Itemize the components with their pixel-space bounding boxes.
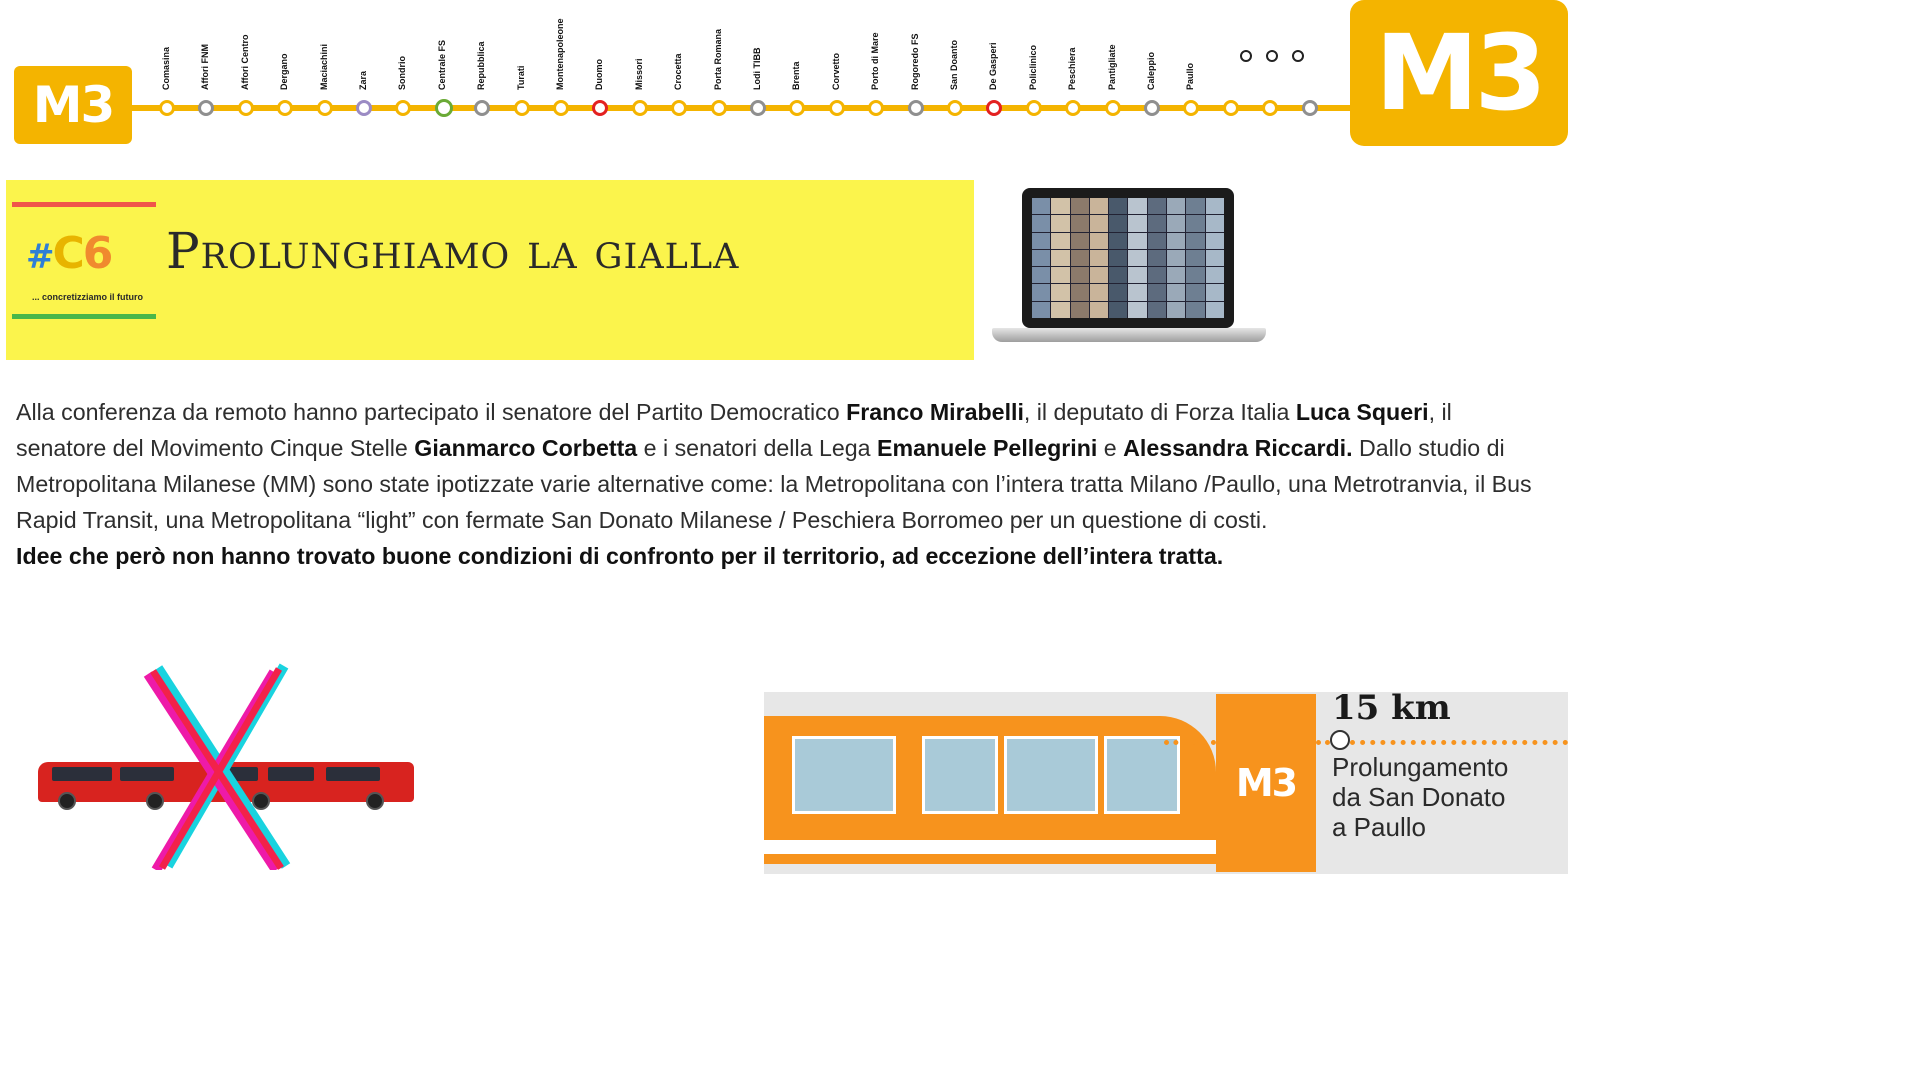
participant-tile [1206,198,1224,214]
participant-tile [1128,215,1146,231]
participant-tile [1186,284,1204,300]
participant-tile [1167,233,1185,249]
ellipsis-dot-icon [1292,50,1304,62]
senator-name: Emanuele Pellegrini [876,435,1098,461]
station-stop-icon [947,100,963,116]
caption-line: a Paullo [1332,812,1426,842]
article-segment: e [1097,435,1124,461]
station-stop-icon [1065,100,1081,116]
c6-logo [26,228,112,279]
station-label: Rogoredo FS [910,33,920,90]
participant-tile [1167,215,1185,231]
participant-tile [1206,250,1224,266]
participant-tile [1148,198,1166,214]
participant-tile [1051,215,1069,231]
station-label: Sondrio [397,56,407,90]
article-segment: e i senatori della Lega [637,435,877,461]
laptop-lid [1022,188,1234,328]
caption-line: da San Donato [1332,782,1506,812]
station-label: Pantigliate [1107,44,1117,90]
brand-top-bar [12,202,156,207]
participant-tile [1186,302,1204,318]
station-stop-icon [395,100,411,116]
station-label: Lodi TIBB [752,47,762,90]
participant-tile [1071,284,1089,300]
participant-tile [1032,215,1050,231]
tram-window [792,736,896,814]
participant-tile [1148,302,1166,318]
participant-tile [1206,284,1224,300]
distance-label: 15 km [1332,692,1451,728]
participant-tile [1071,198,1089,214]
dotted-route-line [1316,740,1330,745]
station-stop-icon [750,100,766,116]
participant-tile [1206,302,1224,318]
participant-tile [1148,233,1166,249]
participant-tile [1186,267,1204,283]
station-stop-icon [1262,100,1278,116]
logo-six: 6 [82,228,112,279]
article-segment: , il deputato di Forza Italia [1023,399,1296,425]
participant-tile [1071,267,1089,283]
senator-name: Franco Mirabelli [846,399,1024,425]
conclusion-statement: Idee che però non hanno trovato buone condizioni di confronto per il territorio, ad eccezione dell’intera tratta. [16,543,1224,569]
wheel-icon [58,792,76,810]
station-label: Brenta [791,61,801,90]
deputy-name: Luca Squeri [1295,399,1429,425]
participant-tile [1090,215,1108,231]
station-label: Affori FNM [200,44,210,90]
participant-tile [1090,250,1108,266]
station-stop-icon [1105,100,1121,116]
participant-tile [1051,250,1069,266]
line-track [132,105,1352,111]
station-label: Porto di Mare [870,32,880,90]
dotted-route-line [1350,740,1568,745]
banner-title: Prolunghiamo la gialla [166,222,740,280]
station-stop-icon [238,100,254,116]
participant-tile [1109,198,1127,214]
station-label: Missori [634,58,644,90]
station-stop-icon [1026,100,1042,116]
participant-tile [1071,250,1089,266]
participant-tile [1128,284,1146,300]
participant-tile [1148,250,1166,266]
station-stop-icon [277,100,293,116]
participant-tile [1206,267,1224,283]
senator-name: Alessandra Riccardi. [1123,435,1353,461]
participant-tile [1071,215,1089,231]
station-label: San Doanto [949,39,959,90]
station-label: Turati [516,65,526,90]
participant-tile [1051,302,1069,318]
station-stop-icon [829,100,845,116]
station-stop-icon [592,100,608,116]
participant-tile [1167,267,1185,283]
participant-tile [1186,198,1204,214]
c6-brand [12,202,156,322]
participant-tile [1051,284,1069,300]
participant-tile [1090,267,1108,283]
title-banner [6,180,974,360]
station-label: Peschiera [1067,47,1077,90]
bus-crossed-out-icon [24,660,424,860]
station-label: Policlinico [1028,44,1038,90]
participant-tile [1109,250,1127,266]
station-stop-icon [514,100,530,116]
article-text [16,394,1536,574]
station-label: Affori Centro [240,34,250,90]
station-label: Duomo [594,59,604,90]
m3-badge-right: M3 [1350,0,1568,146]
station-stop-icon [159,100,175,116]
station-stop-icon [632,100,648,116]
bus-window [52,767,112,781]
participant-tile [1128,198,1146,214]
participant-tile [1167,250,1185,266]
participant-tile [1128,250,1146,266]
participant-tile [1109,302,1127,318]
station-label: Maciachini [319,43,329,90]
logo-c: C [52,228,83,279]
tram-icon [764,716,1216,864]
dotted-route-line [1164,740,1216,745]
participant-tile [1186,250,1204,266]
participant-tile [1109,284,1127,300]
participant-tile [1109,267,1127,283]
station-stop-icon [711,100,727,116]
station-stop-icon [474,100,490,116]
tram-window [1104,736,1180,814]
participant-tile [1032,233,1050,249]
participant-tile [1090,302,1108,318]
station-stop-icon [986,100,1002,116]
tram-window [922,736,998,814]
extension-panel [764,692,1568,874]
station-stop-icon [1183,100,1199,116]
cross-icon [134,660,304,870]
tram-window [1004,736,1098,814]
participant-tile [1109,215,1127,231]
wheel-icon [366,792,384,810]
participant-tile [1206,233,1224,249]
participant-tile [1032,302,1050,318]
station-label: Repubblica [476,41,486,90]
participant-tile [1148,267,1166,283]
station-stop-icon [868,100,884,116]
participant-tile [1128,267,1146,283]
station-label: Corvetto [831,52,841,90]
station-stop-icon [553,100,569,116]
extension-caption [1332,752,1562,842]
station-stop-icon [356,100,372,116]
station-label: Caleppio [1146,51,1156,90]
station-label: Montenapoleone [555,18,565,90]
article-segment: , il senatore del Movimento Cinque Stelle [16,399,1452,461]
participant-tile [1032,284,1050,300]
station-stop-icon [671,100,687,116]
tram-stripe [764,840,1216,854]
brand-tagline: ... concretizziamo il futuro [32,292,144,302]
participant-tile [1186,215,1204,231]
participant-tile [1148,284,1166,300]
route-node-icon [1330,730,1350,750]
station-stop-icon [1302,100,1318,116]
participant-tile [1032,267,1050,283]
participant-tile [1206,215,1224,231]
station-stop-icon [1144,100,1160,116]
station-stop-icon [1223,100,1239,116]
m3-line-map [0,0,1568,160]
participant-tile [1051,233,1069,249]
m3-badge-tram: M3 [1216,694,1316,872]
participant-tile [1167,284,1185,300]
bus-window [326,767,380,781]
m3-badge-left: M3 [14,66,132,144]
station-label: Crocetta [673,53,683,90]
article-segment: Alla conferenza da remoto hanno partecipato il senatore del Partito Democratico [16,399,847,425]
participant-tile [1128,302,1146,318]
video-call-grid [1032,198,1224,318]
ellipsis-dot-icon [1266,50,1278,62]
brand-bottom-bar [12,314,156,319]
station-stop-icon [317,100,333,116]
participant-tile [1186,233,1204,249]
participant-tile [1148,215,1166,231]
participant-tile [1090,233,1108,249]
station-label: Dergano [279,53,289,90]
station-label: Zara [358,70,368,90]
participant-tile [1032,250,1050,266]
participant-tile [1109,233,1127,249]
article-segment: Dallo studio di Metropolitana Milanese (MM) sono state ipotizzate varie alternative come: la Metropolitana con l’intera tratta Milano /Paullo, una Metrotranvia, il Bus Rapid Transit, una Metropolitana “light” con fermate San Donato Milanese / Peschiera Borromeo per un questione di costi. [16,435,1532,533]
laptop-base [992,328,1266,342]
participant-tile [1128,233,1146,249]
laptop-video-call-icon [992,188,1266,360]
participant-tile [1090,198,1108,214]
station-label: De Gasperi [988,42,998,90]
participant-tile [1071,233,1089,249]
ellipsis-dot-icon [1240,50,1252,62]
senator-name: Gianmarco Corbetta [414,435,638,461]
participant-tile [1167,198,1185,214]
station-stop-icon [198,100,214,116]
participant-tile [1090,284,1108,300]
participant-tile [1051,267,1069,283]
participant-tile [1051,198,1069,214]
participant-tile [1071,302,1089,318]
station-label: Porta Romana [713,28,723,90]
station-stop-icon [908,100,924,116]
station-label: Centrale FS [437,39,447,90]
station-stop-icon [789,100,805,116]
participant-tile [1032,198,1050,214]
station-label: Paullo [1185,62,1195,90]
caption-line: Prolungamento [1332,752,1509,782]
station-label: Comasina [161,46,171,90]
logo-hash: # [26,237,53,277]
station-stop-icon [435,99,453,117]
participant-tile [1167,302,1185,318]
